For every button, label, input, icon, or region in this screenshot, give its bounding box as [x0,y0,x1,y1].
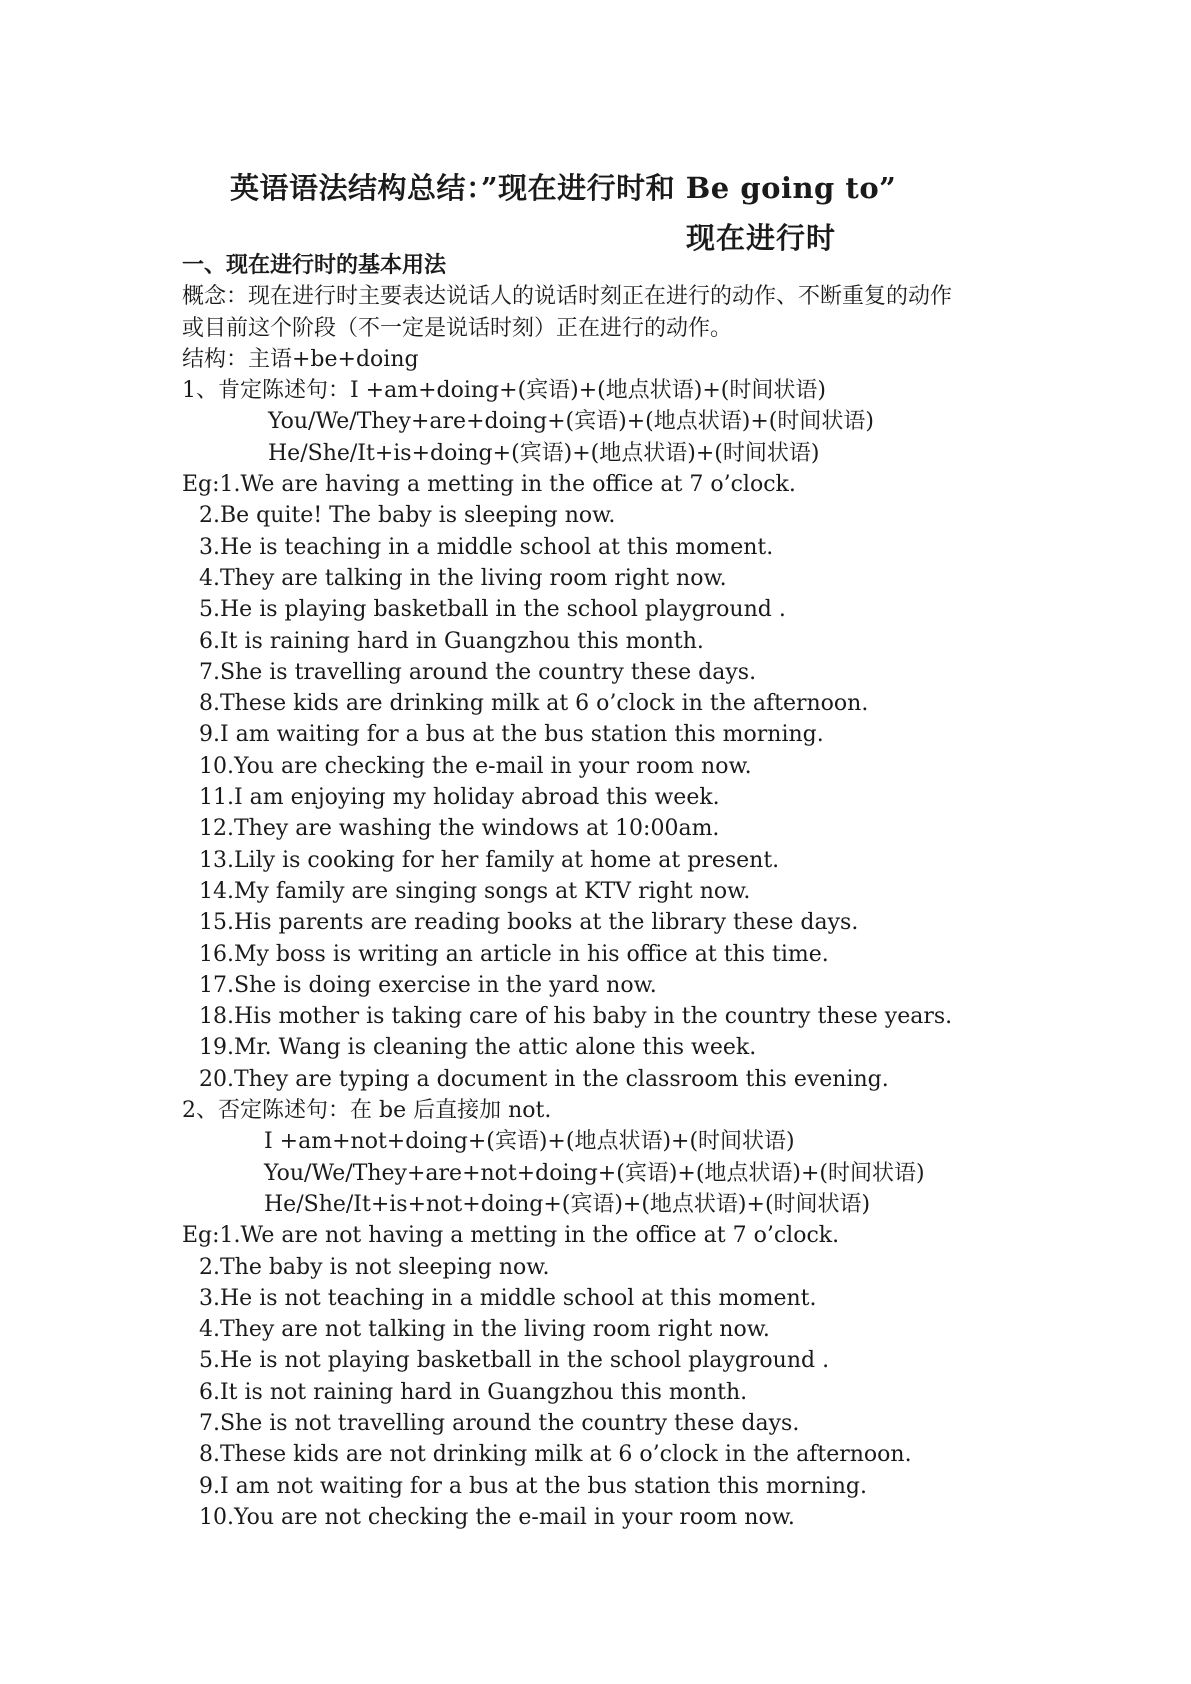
example-line: 10.You are checking the e-mail in your room now. [199,753,752,779]
example-line: 6.It is raining hard in Guangzhou this month. [199,628,704,654]
example-line: 8.These kids are drinking milk at 6 o’clock in the afternoon. [199,691,869,717]
example-line: 7.She is travelling around the country these days. [199,659,757,685]
negative-pattern: He/She/It+is+not+doing+(宾语)+(地点状语)+(时间状语) [264,1191,871,1217]
negative-pattern: I +am+not+doing+(宾语)+(地点状语)+(时间状语) [264,1129,795,1155]
example-line: 8.These kids are not drinking milk at 6 o’clock in the afternoon. [199,1442,912,1468]
example-line: 5.He is playing basketball in the school playground . [199,597,786,623]
example-line: 16.My boss is writing an article in his office at this time. [199,941,829,967]
negative-example-first: Eg:1.We are not having a metting in the office at 7 o’clock. [182,1223,840,1249]
concept-text: 概念：现在进行时主要表达说话人的说话时刻正在进行的动作、不断重复的动作 [182,284,953,310]
affirmative-pattern: You/We/They+are+doing+(宾语)+(地点状语)+(时间状语) [268,409,874,435]
affirmative-label: 1、肯定陈述句：I +am+doing+(宾语)+(地点状语)+(时间状语) [182,378,826,404]
example-line: 9.I am not waiting for a bus at the bus station this morning. [199,1473,867,1499]
page-title: 英语语法结构总结：”现在进行时和 Be going to” [230,171,897,205]
affirmative-example-first: Eg:1.We are having a metting in the office at 7 o’clock. [182,472,796,498]
affirmative-pattern: He/She/It+is+doing+(宾语)+(地点状语)+(时间状语) [268,440,820,466]
example-line: 3.He is not teaching in a middle school at this moment. [199,1285,817,1311]
example-line: 19.Mr. Wang is cleaning the attic alone this week. [199,1035,757,1061]
example-line: 6.It is not raining hard in Guangzhou this month. [199,1379,748,1405]
page-subtitle: 现在进行时 [686,221,837,255]
example-line: 12.They are washing the windows at 10:00am. [199,816,720,842]
example-line: 13.Lily is cooking for her family at home at present. [199,847,780,873]
example-line: 3.He is teaching in a middle school at this moment. [199,534,774,560]
concept-text-continued: 或目前这个阶段（不一定是说话时刻）正在进行的动作。 [182,315,733,341]
example-line: 17.She is doing exercise in the yard now. [199,972,657,998]
example-line: 2.The baby is not sleeping now. [199,1254,550,1280]
structure-text: 结构：主语+be+doing [182,346,419,372]
section-heading: 一、现在进行时的基本用法 [182,252,447,278]
example-line: 5.He is not playing basketball in the school playground . [199,1348,830,1374]
negative-pattern: You/We/They+are+not+doing+(宾语)+(地点状语)+(时间状语) [264,1160,925,1186]
example-line: 14.My family are singing songs at KTV right now. [199,878,751,904]
example-line: 7.She is not travelling around the country these days. [199,1410,800,1436]
example-line: 2.Be quite! The baby is sleeping now. [199,503,616,529]
example-line: 4.They are not talking in the living room right now. [199,1317,770,1343]
example-line: 18.His mother is taking care of his baby in the country these years. [199,1004,953,1030]
example-line: 4.They are talking in the living room right now. [199,565,727,591]
example-line: 9.I am waiting for a bus at the bus station this morning. [199,722,824,748]
example-line: 11.I am enjoying my holiday abroad this week. [199,785,720,811]
example-line: 20.They are typing a document in the classroom this evening. [199,1066,889,1092]
example-line: 15.His parents are reading books at the library these days. [199,910,859,936]
negative-label: 2、否定陈述句：在 be 后直接加 not. [182,1098,552,1124]
document-body [182,250,1082,1533]
example-line: 10.You are not checking the e-mail in your room now. [199,1504,795,1530]
